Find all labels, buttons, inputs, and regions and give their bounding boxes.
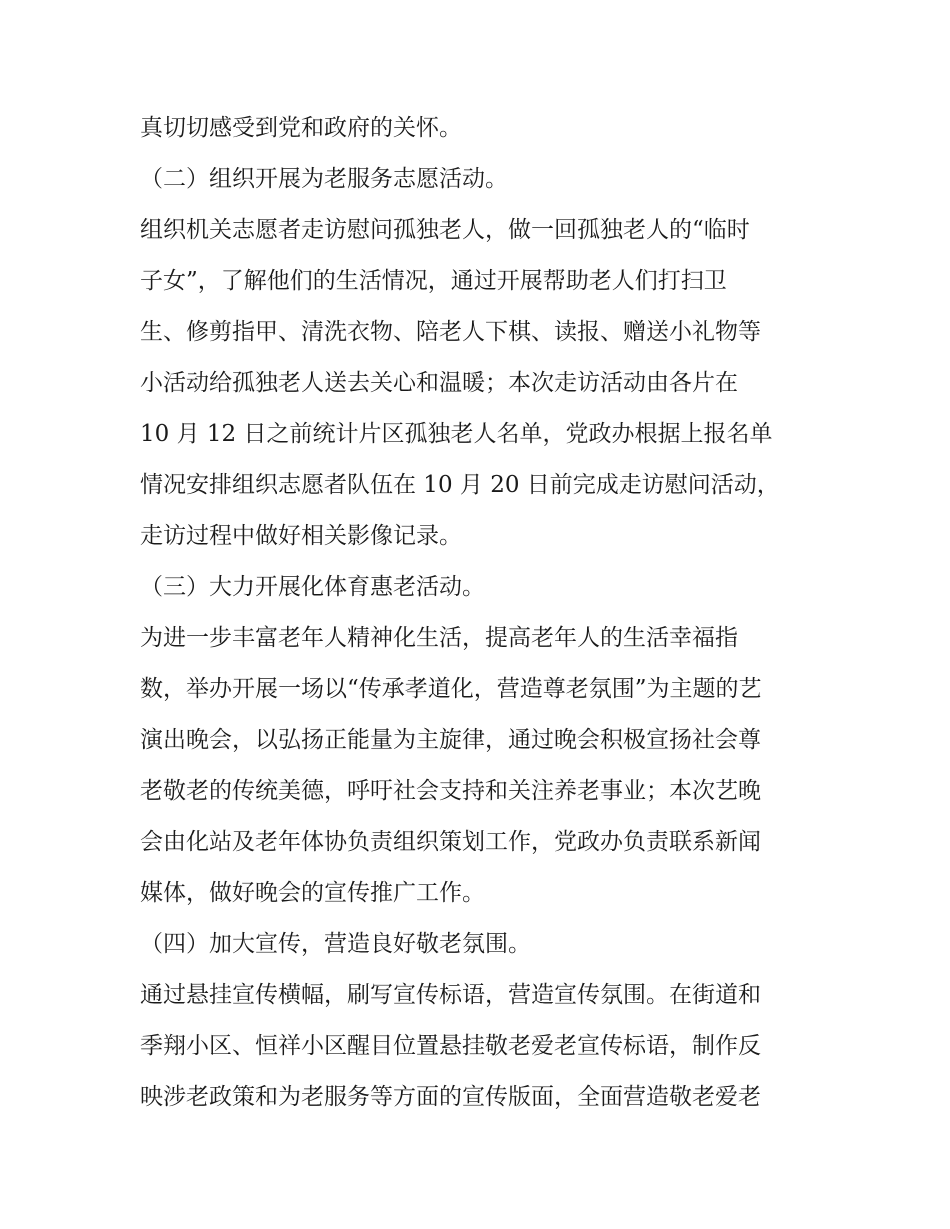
text-line: 通过悬挂宣传横幅，刷写宣传标语，营造宣传氛围。在街道和 bbox=[140, 982, 761, 1008]
text-line: 真切切感受到党和政府的关怀。 bbox=[140, 115, 462, 141]
text-line: 小活动给孤独老人送去关心和温暖；本次走访活动由各片在 bbox=[140, 370, 738, 396]
text-line: 会由化站及老年体协负责组织策划工作，党政办负责联系新闻 bbox=[140, 829, 761, 855]
text-line: 走访过程中做好相关影像记录。 bbox=[140, 523, 462, 549]
section-heading: （三）大力开展化体育惠老活动。 bbox=[140, 574, 485, 600]
text-line: 情况安排组织志愿者队伍在 10 月 20 日前完成走访慰问活动， bbox=[140, 472, 780, 498]
text-line: 为进一步丰富老年人精神化生活，提高老年人的生活幸福指 bbox=[140, 625, 738, 651]
text-line: 媒体，做好晚会的宣传推广工作。 bbox=[140, 880, 485, 906]
text-line: 10 月 12 日之前统计片区孤独老人名单，党政办根据上报名单 bbox=[140, 421, 773, 447]
text-line: 老敬老的传统美德，呼吁社会支持和关注养老事业；本次艺晚 bbox=[140, 778, 761, 804]
section-heading: （二）组织开展为老服务志愿活动。 bbox=[140, 166, 508, 192]
text-line: 组织机关志愿者走访慰问孤独老人，做一回孤独老人的“临时 bbox=[140, 217, 750, 243]
text-line: 子女”，了解他们的生活情况，通过开展帮助老人们打扫卫 bbox=[140, 268, 727, 294]
text-line: 季翔小区、恒祥小区醒目位置悬挂敬老爱老宣传标语，制作反 bbox=[140, 1033, 761, 1059]
section-heading: （四）加大宣传，营造良好敬老氛围。 bbox=[140, 931, 531, 957]
text-line: 生、修剪指甲、清洗衣物、陪老人下棋、读报、赠送小礼物等 bbox=[140, 319, 761, 345]
text-line: 演出晚会，以弘扬正能量为主旋律，通过晚会积极宣扬社会尊 bbox=[140, 727, 761, 753]
text-line: 数，举办开展一场以“传承孝道化，营造尊老氛围”为主题的艺 bbox=[140, 676, 762, 702]
text-line: 映涉老政策和为老服务等方面的宣传版面，全面营造敬老爱老 bbox=[140, 1084, 761, 1110]
